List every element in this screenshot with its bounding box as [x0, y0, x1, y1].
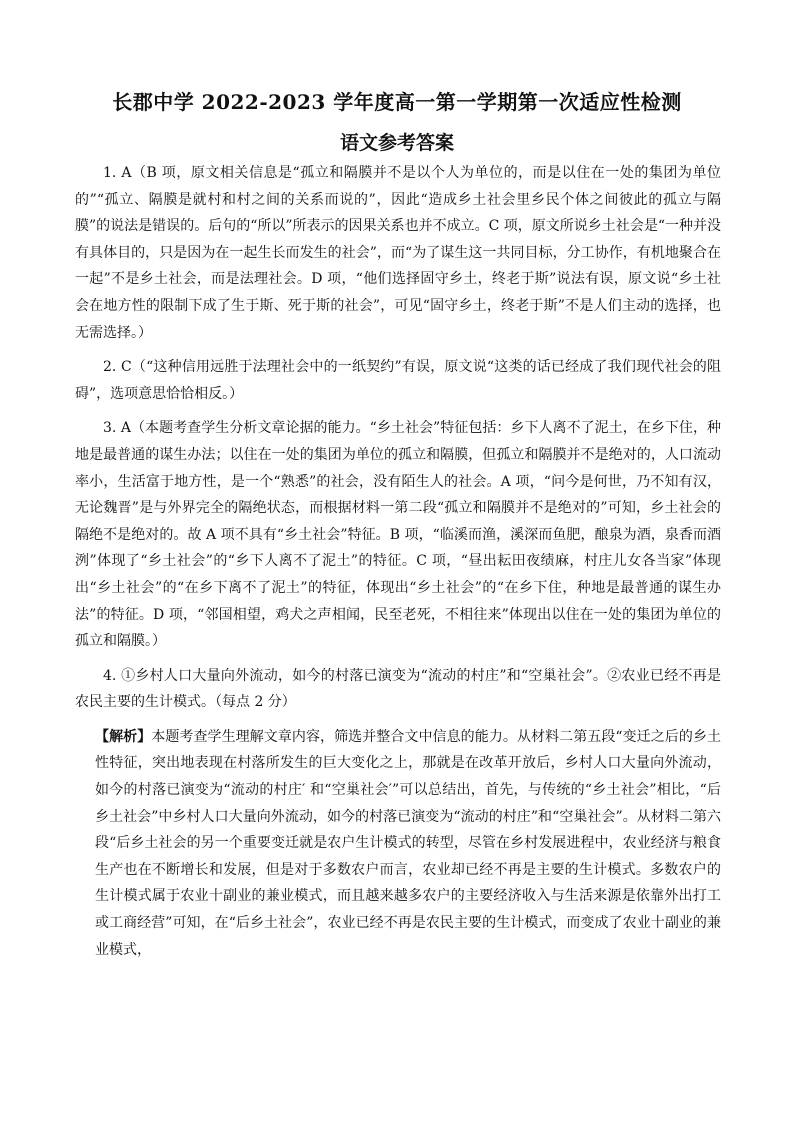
analysis-paragraph [75, 724, 721, 963]
document-title: 长郡中学 2022-2023 学年度高一第一学期第一次适应性检测 [112, 90, 682, 114]
analysis-label: 【解析】 [95, 728, 152, 745]
answer-item-2: 2. C（“这种信用远胜于法理社会中的一纸契约”有误，原文说“这类的话已经成了我们现代社会的阻碍”，选项意思恰恰相反。） [75, 359, 721, 402]
answer-item-1: 1. A（B 项，原文相关信息是“孤立和隔膜并不是以个人为单位的，而是以住在一处的集团为单位的”“孤立、隔膜是就村和村之间的关系而说的”，因此“造成乡土社会里乡民个体之间彼此的孤立与隔膜”的说法是错误的。后句的“所以”所表示的因果关系也并不成立。C 项，原文所说乡土社会是“一种并没有具体目的，只是因为在一起生长而发生的社会”，而“为了谋生这一共同目标，分工协作，有机地聚合在一起”不是乡土社会，而是法理社会。D 项，“他们选择固守乡土，终老于斯”说法有误，原文说“乡土社会在地方性的限制下成了生于斯、死于斯的社会”，可见“固守乡土，终老于斯”不是人们主动的选择，也无需选择。） [75, 165, 721, 341]
answer-item-3: 3. A（本题考查学生分析文章论据的能力。“乡土社会”特征包括：乡下人离不了泥土，在乡下住，种地是最普通的谋生办法；以住在一处的集团为单位的孤立和隔膜，但孤立和隔膜并不是绝对的，人口流动率小，生活富于地方性，是一个“熟悉”的社会，没有陌生人的社会。A 项，“问今是何世，乃不知有汉，无论魏晋”是与外界完全的隔绝状态，而根据材料一第二段“孤立和隔膜并不是绝对的”可知，乡土社会的隔绝不是绝对的。故 A 项不具有“乡土社会”特征。B 项，“临溪而渔，溪深而鱼肥，酿泉为酒，泉香而酒洌”体现了“乡土社会”的“乡下人离不了泥土”的特征。C 项，“昼出耘田夜绩麻，村庄儿女各当家”体现出“乡土社会”的“在乡下离不了泥土”的特征，体现出“乡土社会”的“在乡下住，种地是最普通的谋生办法”的特征。D 项，“邻国相望，鸡犬之声相闻，民至老死，不相往来”体现出以住在一处的集团为单位的孤立和隔膜。） [75, 420, 721, 650]
document-subtitle: 语文参考答案 [339, 132, 454, 154]
answer-body [75, 160, 721, 971]
answer-item-4: 4. ①乡村人口大量向外流动，如今的村落已演变为“流动的村庄”和“空巢社会”。②农业已经不再是农民主要的生计模式。（每点 2 分） [75, 667, 721, 711]
analysis-text: 本题考查学生理解文章内容，筛选并整合文中信息的能力。从材料二第五段“变迁之后的乡土性特征，突出地表现在村落所发生的巨大变化之上，那就是在改革开放后，乡村人口大量向外流动，如今的村落已演变为“流动的村庄′ 和“空巢社会′”可以总结出，首先，与传统的“乡土社会”相比，“后乡土社会”中乡村人口大量向外流动，如今的村落已演变为“流动的村庄”和“空巢社会”。从材料二第六段“后乡土社会的另一个重要变迁就是农户生计模式的转型，尽管在乡村发展进程中，农业经济与粮食生产也在不断增长和发展，但是对于多数农户而言，农业却已经不再是主要的生计模式。多数农户的生计模式属于农业十副业的兼业模式，而且越来越多农户的主要经济收入与生活来源是依靠外出打工或工商经营”可知，在“后乡土社会”，农业已经不再是农民主要的生计模式，而变成了农业十副业的兼业模式， [95, 728, 722, 958]
